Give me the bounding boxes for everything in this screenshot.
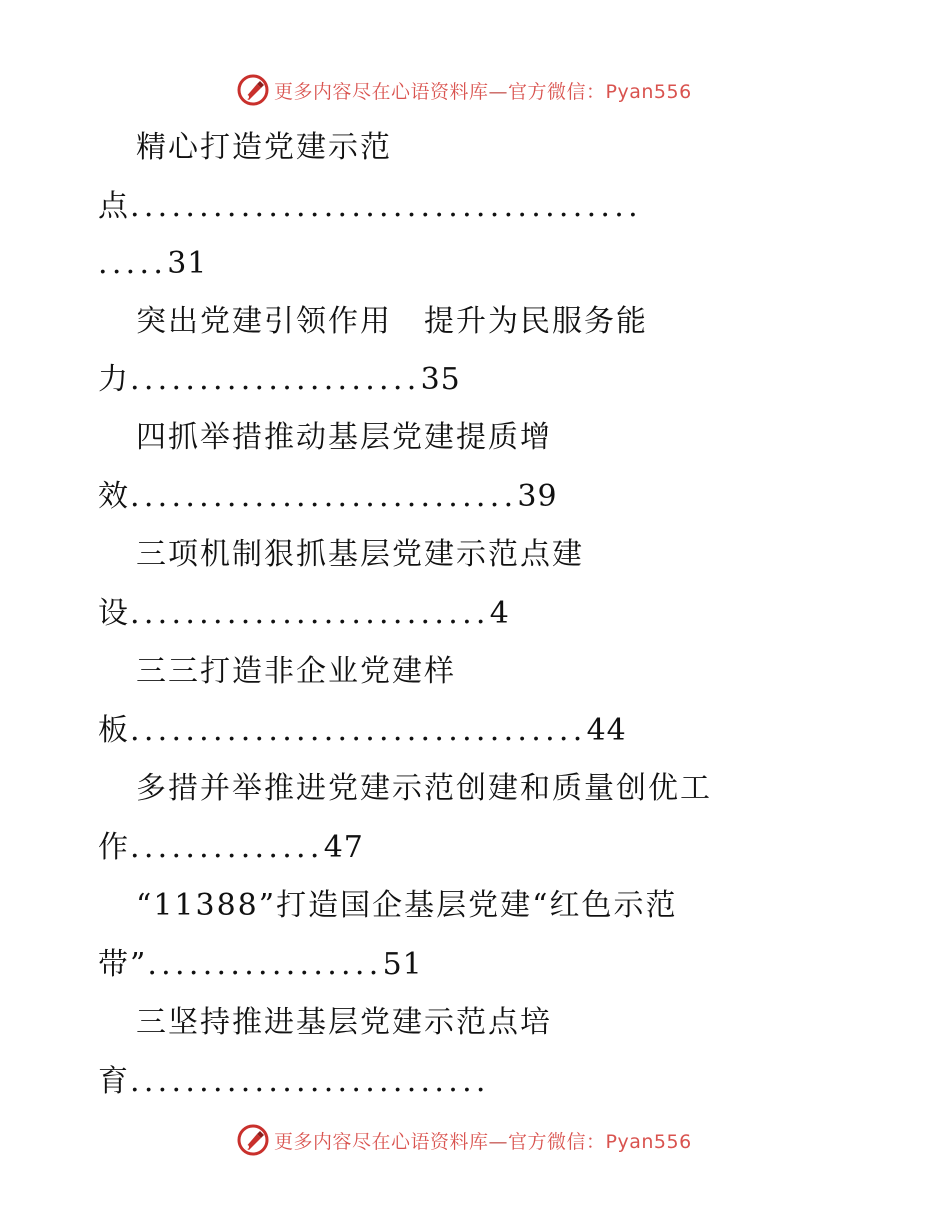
- toc-entry-3-title: 四抓举措推动基层党建提质增: [136, 420, 552, 455]
- toc-entry-2-page: 35: [420, 362, 461, 397]
- toc-entry-8-lead: 育..........................: [98, 1064, 490, 1099]
- toc-entry-1-cont: .....31: [98, 246, 208, 281]
- toc-entry-5-lead: 板.................................44: [98, 713, 627, 748]
- toc-entry-4-page: 4: [489, 596, 510, 631]
- pen-logo-icon: [236, 1123, 270, 1157]
- toc-entry-6-page: 47: [323, 830, 364, 865]
- toc-entry-6-title: 多措并举推进党建示范创建和质量创优工: [136, 771, 712, 806]
- toc-entry-1-page: 31: [167, 246, 208, 281]
- toc-entry-2-title: 突出党建引领作用 提升为民服务能: [136, 304, 648, 339]
- toc-entry-1-lead: 点.....................................: [98, 189, 642, 224]
- toc-entry-2-lead: 力.....................35: [98, 362, 461, 397]
- toc-entry-6-lead: 作..............47: [98, 830, 364, 865]
- toc-entry-4-title: 三项机制狠抓基层党建示范点建: [136, 537, 584, 572]
- toc-entry-7-title: “11388”打造国企基层党建“红色示范: [136, 888, 678, 923]
- watermark-top: [236, 72, 692, 108]
- toc-entry-3-lead: 效............................39: [98, 479, 558, 514]
- toc-entry-4-lead: 设..........................4: [98, 596, 510, 631]
- watermark-bottom: [236, 1122, 692, 1158]
- watermark-text: 更多内容尽在心语资料库—官方微信：Pyan556: [274, 80, 692, 103]
- toc-entry-5-title: 三三打造非企业党建样: [136, 654, 456, 689]
- toc-entry-7-lead: 带”.................51: [98, 947, 423, 982]
- toc-entry-7-page: 51: [382, 947, 423, 982]
- watermark-text: 更多内容尽在心语资料库—官方微信：Pyan556: [274, 1130, 692, 1153]
- toc-entry-3-page: 39: [517, 479, 558, 514]
- toc-entry-1-title: 精心打造党建示范: [136, 130, 392, 165]
- pen-logo-icon: [236, 73, 270, 107]
- toc-entry-8-title: 三坚持推进基层党建示范点培: [136, 1005, 552, 1040]
- toc-entry-5-page: 44: [586, 713, 627, 748]
